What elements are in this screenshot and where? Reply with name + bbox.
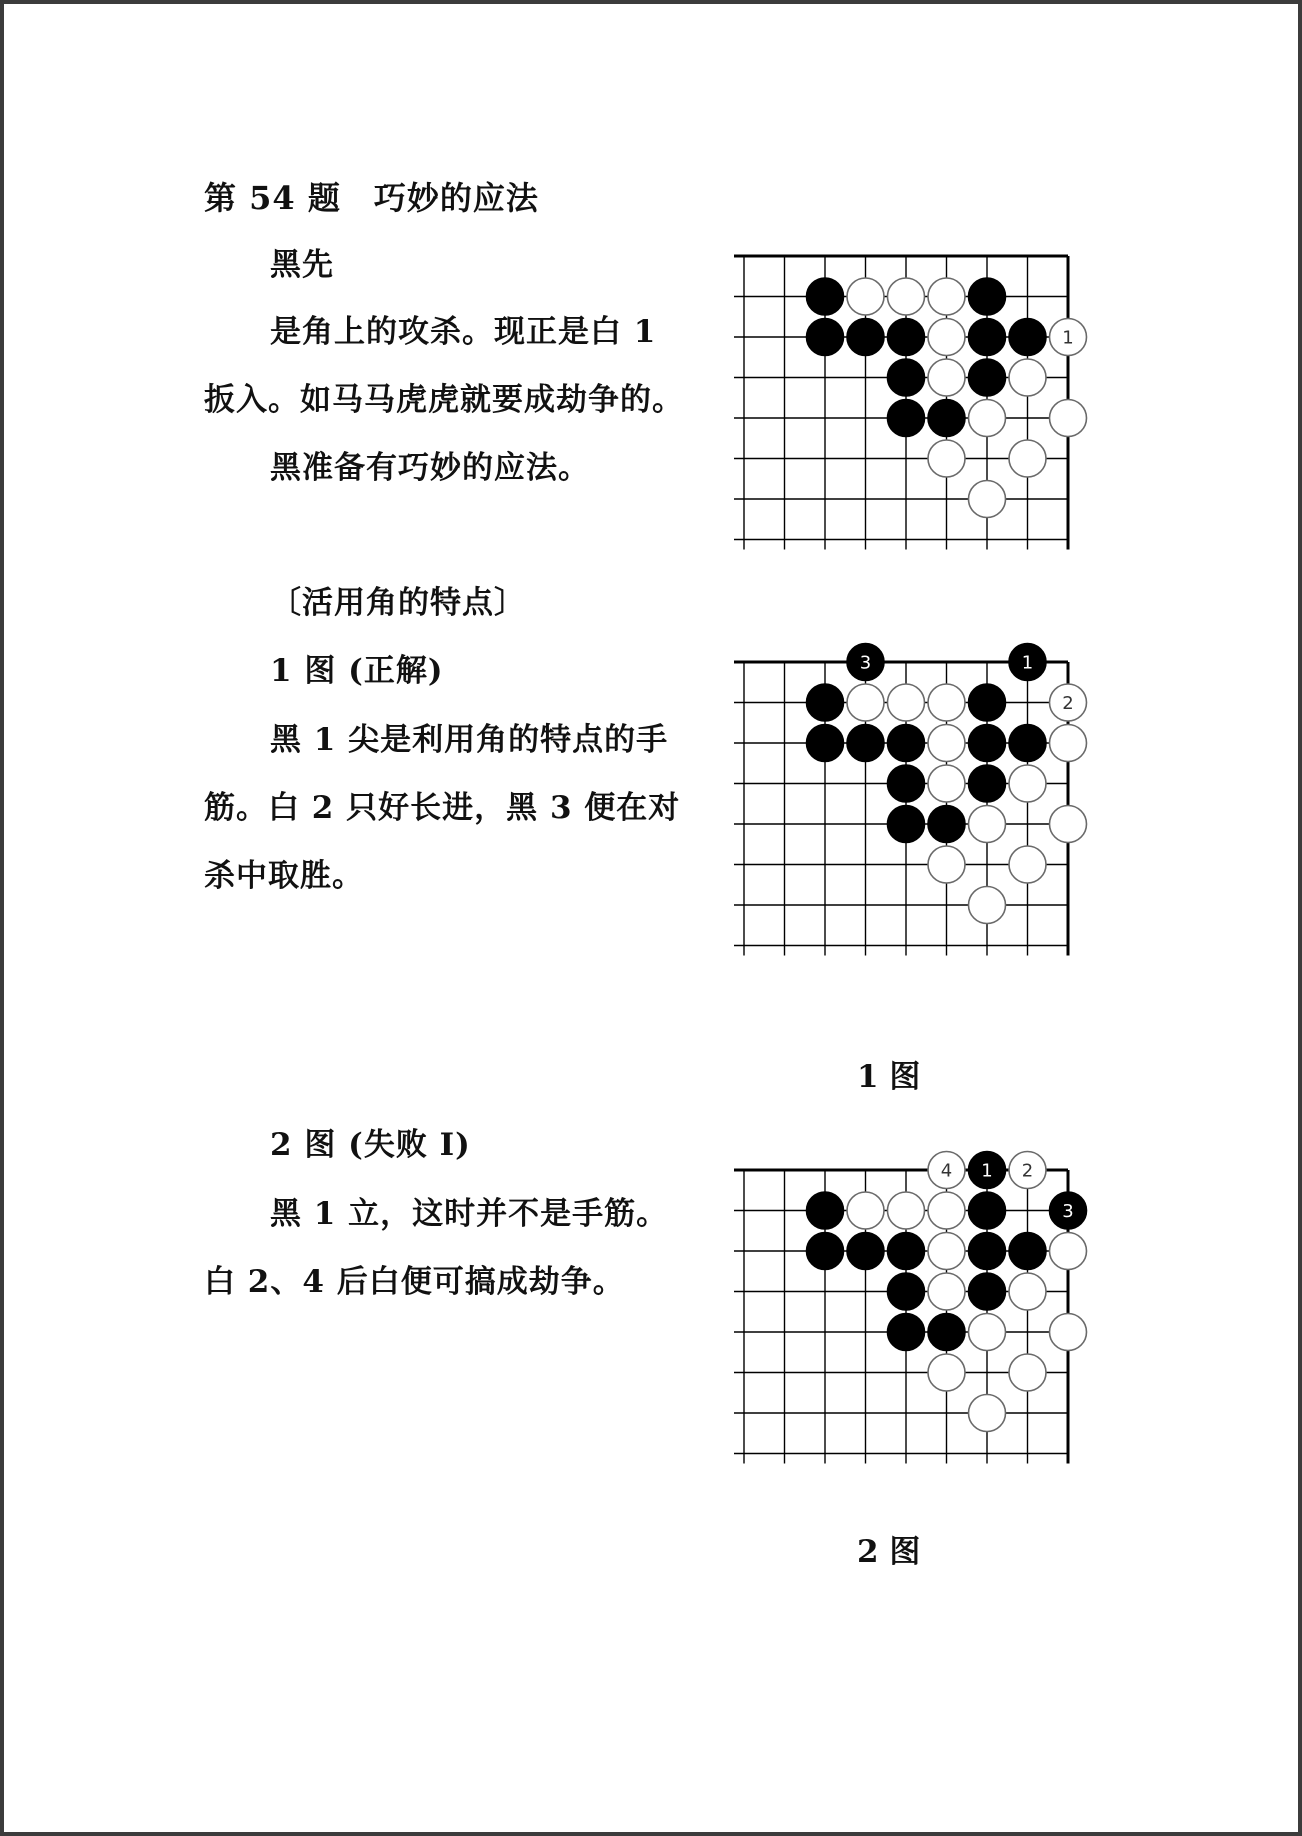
black-stone — [928, 400, 965, 437]
white-stone — [969, 806, 1006, 843]
black-stone-3 — [847, 644, 884, 681]
white-stone — [888, 1192, 925, 1229]
figure1-label: 1 图 (正解) — [270, 653, 444, 689]
black-stone — [969, 684, 1006, 721]
problem-text-line-2: 扳入。如马马虎虎就要成劫争的。 — [204, 382, 684, 418]
white-stone — [928, 725, 965, 762]
white-stone — [969, 481, 1006, 518]
black-stone — [888, 1314, 925, 1351]
white-stone — [1009, 846, 1046, 883]
white-stone — [928, 765, 965, 802]
white-stone — [1050, 725, 1087, 762]
figure2-caption: 2 图 — [857, 1534, 921, 1570]
black-stone — [928, 1314, 965, 1351]
white-stone-2 — [1009, 1152, 1046, 1189]
black-stone — [928, 806, 965, 843]
problem-text-line-1: 是角上的攻杀。现正是白 1 — [270, 314, 657, 350]
black-stone — [1009, 725, 1046, 762]
white-stone — [1009, 765, 1046, 802]
black-stone — [807, 278, 844, 315]
figure2-label: 2 图 (失败 I) — [270, 1127, 471, 1163]
white-stone — [969, 1314, 1006, 1351]
figure1-text-line-2: 筋。白 2 只好长进，黑 3 便在对 — [204, 790, 681, 826]
black-stone — [1009, 319, 1046, 356]
white-stone — [1009, 1354, 1046, 1391]
white-stone — [847, 684, 884, 721]
white-stone — [969, 1395, 1006, 1432]
white-stone — [1050, 1314, 1087, 1351]
black-stone — [969, 765, 1006, 802]
white-stone-2 — [1050, 684, 1087, 721]
black-stone — [888, 400, 925, 437]
black-stone — [1009, 1233, 1046, 1270]
white-stone — [928, 1354, 965, 1391]
figure1-text-line-3: 杀中取胜。 — [204, 858, 364, 894]
figure1-caption: 1 图 — [857, 1059, 921, 1095]
black-stone — [888, 765, 925, 802]
black-stone — [847, 319, 884, 356]
black-stone — [807, 319, 844, 356]
white-stone — [928, 1192, 965, 1229]
black-stone — [969, 1273, 1006, 1310]
white-stone — [888, 684, 925, 721]
move-number: 1 — [1062, 327, 1074, 349]
black-stone — [969, 319, 1006, 356]
white-stone — [969, 400, 1006, 437]
white-stone — [928, 319, 965, 356]
black-stone-1 — [969, 1152, 1006, 1189]
figure2-text-line-1: 黑 1 立，这时并不是手筋。 — [270, 1196, 669, 1232]
move-number: 4 — [940, 1160, 953, 1182]
white-stone — [1050, 400, 1087, 437]
white-stone — [1050, 806, 1087, 843]
black-stone — [847, 725, 884, 762]
move-number: 2 — [1021, 1160, 1034, 1182]
white-stone — [928, 1273, 965, 1310]
black-stone-3 — [1050, 1192, 1087, 1229]
black-stone — [807, 725, 844, 762]
white-stone — [928, 684, 965, 721]
white-stone — [1009, 1273, 1046, 1310]
black-stone — [888, 359, 925, 396]
white-stone — [847, 278, 884, 315]
move-number: 2 — [1062, 693, 1074, 714]
black-stone — [888, 1273, 925, 1310]
white-stone — [1009, 440, 1046, 477]
white-stone — [928, 1233, 965, 1270]
move-number: 1 — [981, 1160, 993, 1182]
white-stone — [1009, 359, 1046, 396]
move-number: 3 — [859, 652, 872, 674]
black-stone — [969, 1233, 1006, 1270]
white-stone — [1050, 1233, 1087, 1270]
black-stone — [847, 1233, 884, 1270]
figure2-board — [730, 1160, 1090, 1491]
problem-title: 第 54 题 巧妙的应法 — [204, 179, 539, 217]
figure2-text-line-2: 白 2、4 后白便可搞成劫争。 — [204, 1264, 625, 1300]
black-stone — [807, 684, 844, 721]
problem-prompt: 黑先 — [270, 247, 334, 283]
white-stone — [928, 359, 965, 396]
white-stone — [847, 1192, 884, 1229]
black-stone — [969, 725, 1006, 762]
black-stone — [888, 806, 925, 843]
white-stone — [928, 278, 965, 315]
white-stone — [928, 846, 965, 883]
black-stone — [807, 1233, 844, 1270]
section-heading: 〔活用角的特点〕 — [270, 585, 526, 621]
black-stone-1 — [1009, 644, 1046, 681]
white-stone-1 — [1050, 319, 1087, 356]
black-stone — [969, 278, 1006, 315]
white-stone — [928, 440, 965, 477]
figure1-text-line-1: 黑 1 尖是利用角的特点的手 — [270, 722, 669, 758]
black-stone — [807, 1192, 844, 1229]
white-stone-4 — [928, 1152, 965, 1189]
black-stone — [888, 725, 925, 762]
black-stone — [969, 359, 1006, 396]
move-number: 1 — [1021, 652, 1034, 674]
figure1-board — [730, 652, 1090, 983]
problem-text-line-3: 黑准备有巧妙的应法。 — [270, 450, 590, 486]
black-stone — [888, 1233, 925, 1270]
move-number: 3 — [1062, 1201, 1074, 1222]
black-stone — [888, 319, 925, 356]
problem-board — [730, 252, 1090, 557]
white-stone — [969, 887, 1006, 924]
white-stone — [888, 278, 925, 315]
black-stone — [969, 1192, 1006, 1229]
